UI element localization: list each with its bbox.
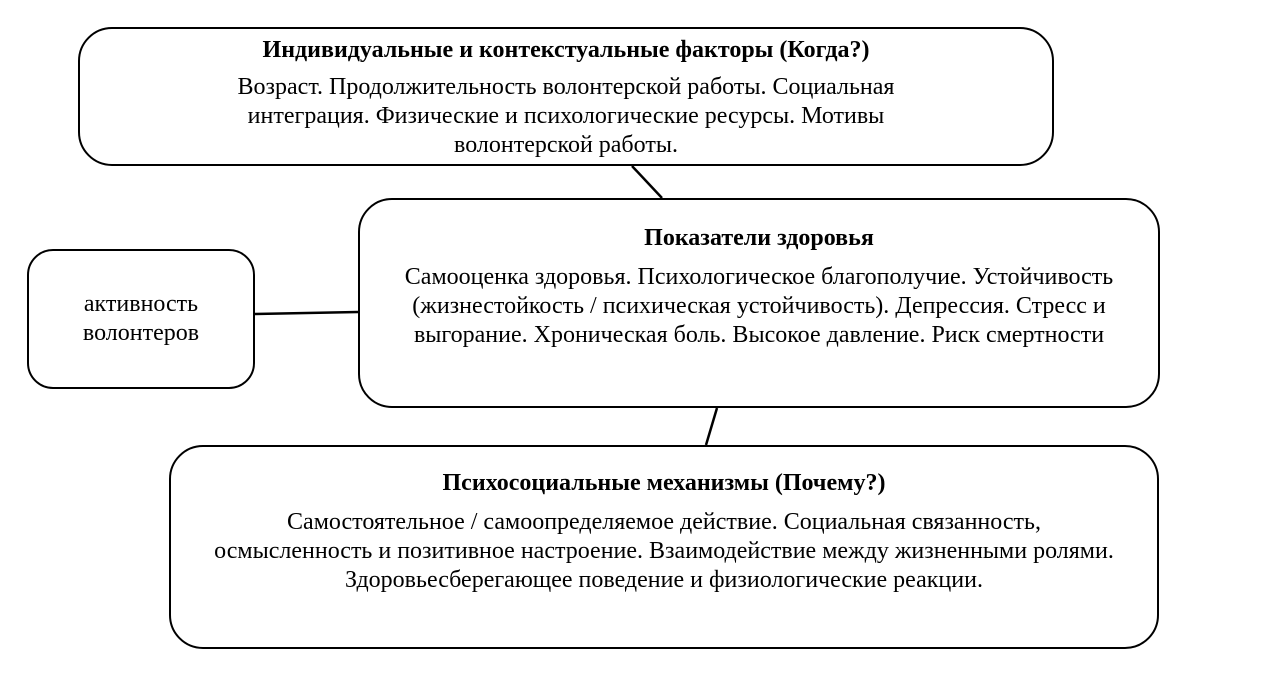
factors-body: Возраст. Продолжительность волонтерской работы. Социальная интеграция. Физические и психологические ресурсы. Мотивы волонтерской работы. (237, 74, 895, 158)
activity-box (27, 249, 255, 389)
activity-label: активность волонтеров (82, 291, 200, 346)
health-title: Показатели здоровья (644, 225, 874, 251)
connector-health-mechanisms (706, 408, 717, 445)
health-box (358, 198, 1160, 408)
factors-title: Индивидуальные и контекстуальные факторы (Когда?) (262, 37, 870, 63)
mechanisms-box (169, 445, 1159, 649)
mechanisms-body: Самостоятельное / самоопределяемое действие. Социальная связанность, осмысленность и позитивное настроение. Взаимодействие между жизненными ролями. Здоровьесберегающее поведение и физиологические реакции. (214, 509, 1114, 593)
connector-activity-health (255, 312, 358, 314)
health-body: Самооценка здоровья. Психологическое благополучие. Устойчивость (жизнестойкость / психическая устойчивость). Депрессия. Стресс и выгорание. Хроническая боль. Высокое давление. Риск смертности (404, 264, 1114, 348)
mechanisms-title: Психосоциальные механизмы (Почему?) (442, 470, 886, 496)
factors-box (78, 27, 1054, 166)
connector-factors-health (632, 166, 662, 198)
